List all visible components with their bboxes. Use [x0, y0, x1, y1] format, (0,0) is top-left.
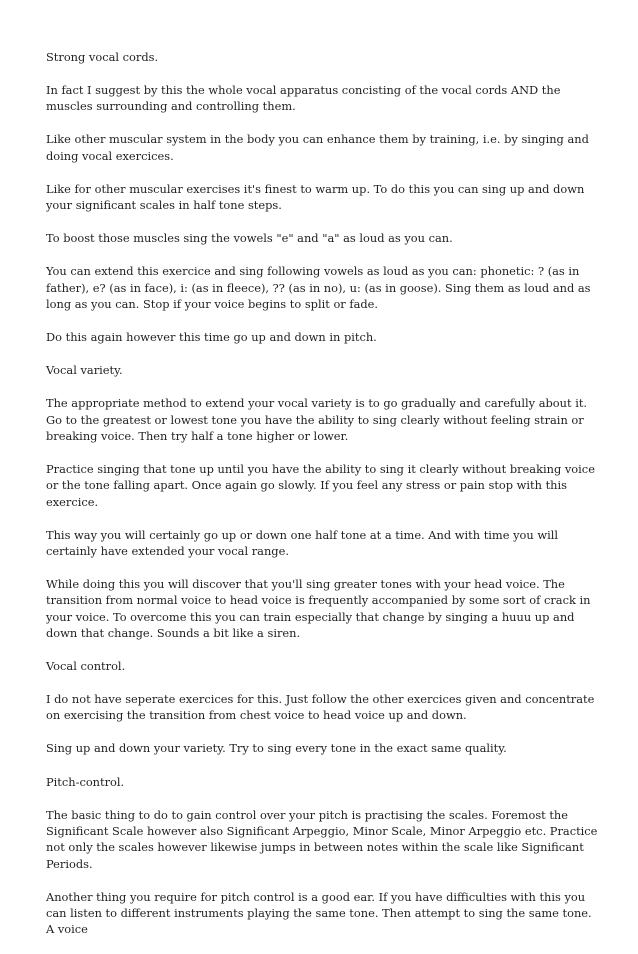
paragraph-strong-vocal-cords-heading: Strong vocal cords. — [46, 50, 159, 64]
paragraph: Like for other muscular exercises it's finest to warm up. To do this you can sing up and down your significant scales in half tone steps. — [46, 181, 585, 213]
paragraph: Do this again however this time go up and down in pitch. — [46, 330, 377, 345]
paragraph: I do not have seperate exercices for this. Just follow the other exercices given and concentrate on exercising the transition from chest voice to head voice up and down. — [46, 692, 595, 723]
paragraph: In fact I suggest by this the whole vocal apparatus concisting of the vocal cords AND the muscles surrounding and controlling them. — [46, 83, 561, 114]
document-page — [46, 49, 598, 954]
paragraph-vocal-variety-heading: Vocal variety. — [46, 363, 123, 378]
paragraph: While doing this you will discover that you'll sing greater tones with your head voice. The transition from normal voice to head voice is frequently accompanied by some sort of crack in your voice. To overcome this you can train especially that change by singing a huuu up and down that change. Sounds a bit like a siren. — [46, 577, 591, 640]
paragraph: You can extend this exercice and sing following vowels as loud as you can: phonetic: ? (as in father), e? (as in face), i: (as in fleece), ?? (as in no), u: (as in goose). Sing them as loud and as long as you can. Stop if your voice begins to split or fade. — [46, 264, 591, 311]
paragraph: Like other muscular system in the body you can enhance them by training, i.e. by singing and doing vocal exercices. — [46, 132, 589, 163]
paragraph: Sing up and down your variety. Try to sing every tone in the exact same quality. — [46, 741, 507, 756]
paragraph: This way you will certainly go up or down one half tone at a time. And with time you will certainly have extended your vocal range. — [46, 527, 559, 558]
paragraph: Practice singing that tone up until you have the ability to sing it clearly without breaking voice or the tone falling apart. Once again go slowly. If you feel any stress or pain stop with this exercice. — [46, 461, 595, 509]
paragraph: Another thing you require for pitch control is a good ear. If you have difficulties with this you can listen to different instruments playing the same tone. Then attempt to sing the same tone. A voice — [46, 889, 592, 937]
paragraph: The basic thing to do to gain control over your pitch is practising the scales. Foremost the Significant Scale however also Significant Arpeggio, Minor Scale, Minor Arpeggio etc. Practice not only the scales however likewise jumps in between notes within the scale like Significant Periods. — [46, 807, 598, 871]
paragraph: The appropriate method to extend your vocal variety is to go gradually and carefully about it. Go to the greatest or lowest tone you have the ability to sing clearly without feeling strain or breaking voice. Then try half a tone higher or lower. — [46, 396, 588, 443]
paragraph: To boost those muscles sing the vowels "e" and "a" as loud as you can. — [46, 231, 453, 246]
paragraph-pitch-control-heading: Pitch-control. — [46, 774, 125, 789]
paragraph-vocal-control-heading: Vocal control. — [46, 658, 126, 673]
